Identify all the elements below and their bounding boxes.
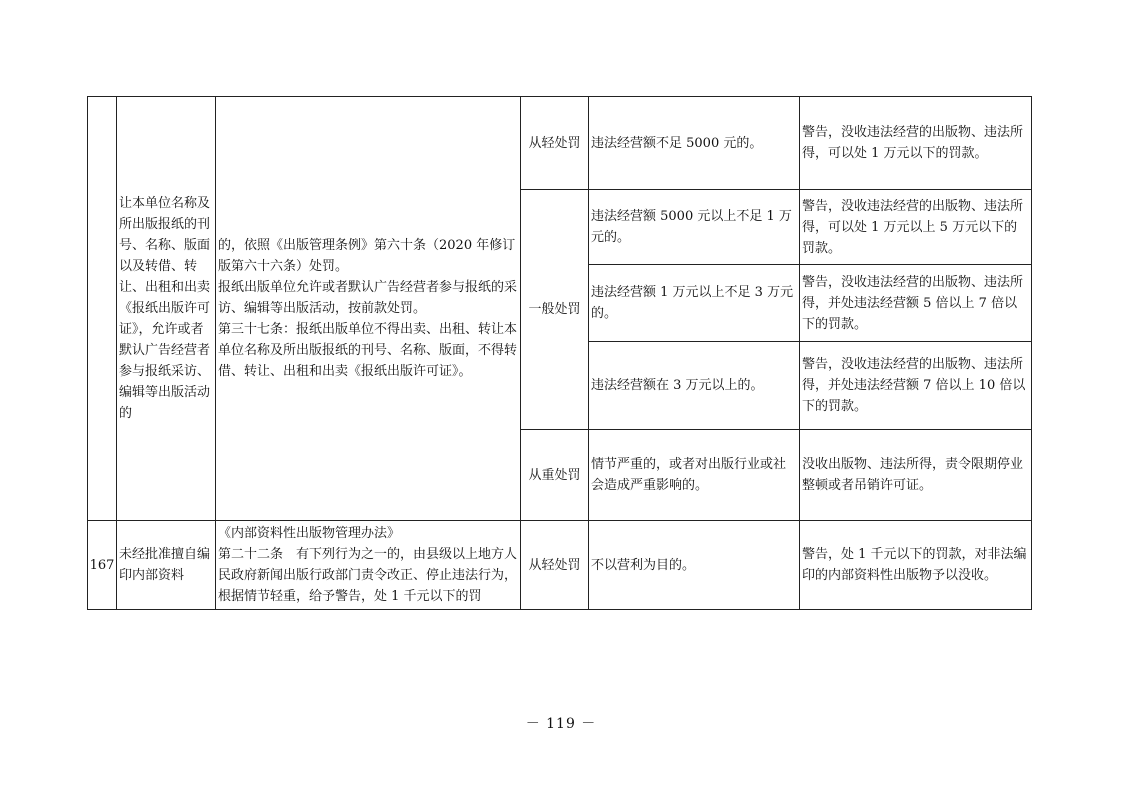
circumstance-cell: 不以营利为目的。	[589, 521, 800, 610]
violation-cell: 让本单位名称及所出版报纸的刊号、名称、版面以及转借、转让、出租和出卖《报纸出版许可证》，允许或者默认广告经营者参与报纸采访、编辑等出版活动的	[117, 97, 216, 521]
legal-basis-line: 的，依照《出版管理条例》第六十条（2020 年修订版第六十六条）处罚。	[218, 238, 516, 274]
penalty-level-cell: 从重处罚	[521, 430, 589, 521]
legal-basis-cell	[216, 521, 521, 610]
circumstance-cell: 违法经营额 1 万元以上不足 3 万元的。	[589, 265, 800, 342]
item-number-cell	[88, 97, 117, 521]
penalty-standard-table	[87, 96, 1032, 610]
circumstance-cell: 违法经营额 5000 元以上不足 1 万元的。	[589, 190, 800, 265]
circumstance-cell: 违法经营额在 3 万元以上的。	[589, 342, 800, 430]
page-number: － 119 －	[525, 716, 597, 732]
item-number-cell: 167	[88, 521, 117, 610]
penalty-cell: 警告，没收违法经营的出版物、违法所得，并处违法经营额 5 倍以上 7 倍以下的罚款。	[800, 265, 1032, 342]
legal-basis-line: 《内部资料性出版物管理办法》	[218, 526, 401, 541]
circumstance-cell: 情节严重的，或者对出版行业或社会造成严重影响的。	[589, 430, 800, 521]
penalty-cell: 警告，没收违法经营的出版物、违法所得，可以处 1 万元以下的罚款。	[800, 97, 1032, 190]
legal-basis-line: 第二十二条 有下列行为之一的，由县级以上地方人民政府新闻出版行政部门责令改正、停止违法行为，根据情节轻重，给予警告，处 1 千元以下的罚	[218, 547, 518, 604]
circumstance-cell: 违法经营额不足 5000 元的。	[589, 97, 800, 190]
penalty-cell: 没收出版物、违法所得，责令限期停业整顿或者吊销许可证。	[800, 430, 1032, 521]
legal-basis-line: 报纸出版单位允许或者默认广告经营者参与报纸的采访、编辑等出版活动，按前款处罚。	[218, 280, 518, 316]
penalty-level-cell: 从轻处罚	[521, 97, 589, 190]
penalty-cell: 警告，没收违法经营的出版物、违法所得，并处违法经营额 7 倍以上 10 倍以下的罚款。	[800, 342, 1032, 430]
penalty-level-cell: 从轻处罚	[521, 521, 589, 610]
legal-basis-cell	[216, 97, 521, 521]
table-row	[88, 521, 1032, 610]
table-row	[88, 97, 1032, 190]
penalty-level-cell: 一般处罚	[521, 190, 589, 430]
penalty-cell: 警告，没收违法经营的出版物、违法所得，可以处 1 万元以上 5 万元以下的罚款。	[800, 190, 1032, 265]
violation-cell: 未经批准擅自编印内部资料	[117, 521, 216, 610]
legal-basis-line: 第三十七条：报纸出版单位不得出卖、出租、转让本单位名称及所出版报纸的刊号、名称、版面，不得转借、转让、出租和出卖《报纸出版许可证》。	[218, 322, 518, 379]
penalty-cell: 警告，处 1 千元以下的罚款，对非法编印的内部资料性出版物予以没收。	[800, 521, 1032, 610]
